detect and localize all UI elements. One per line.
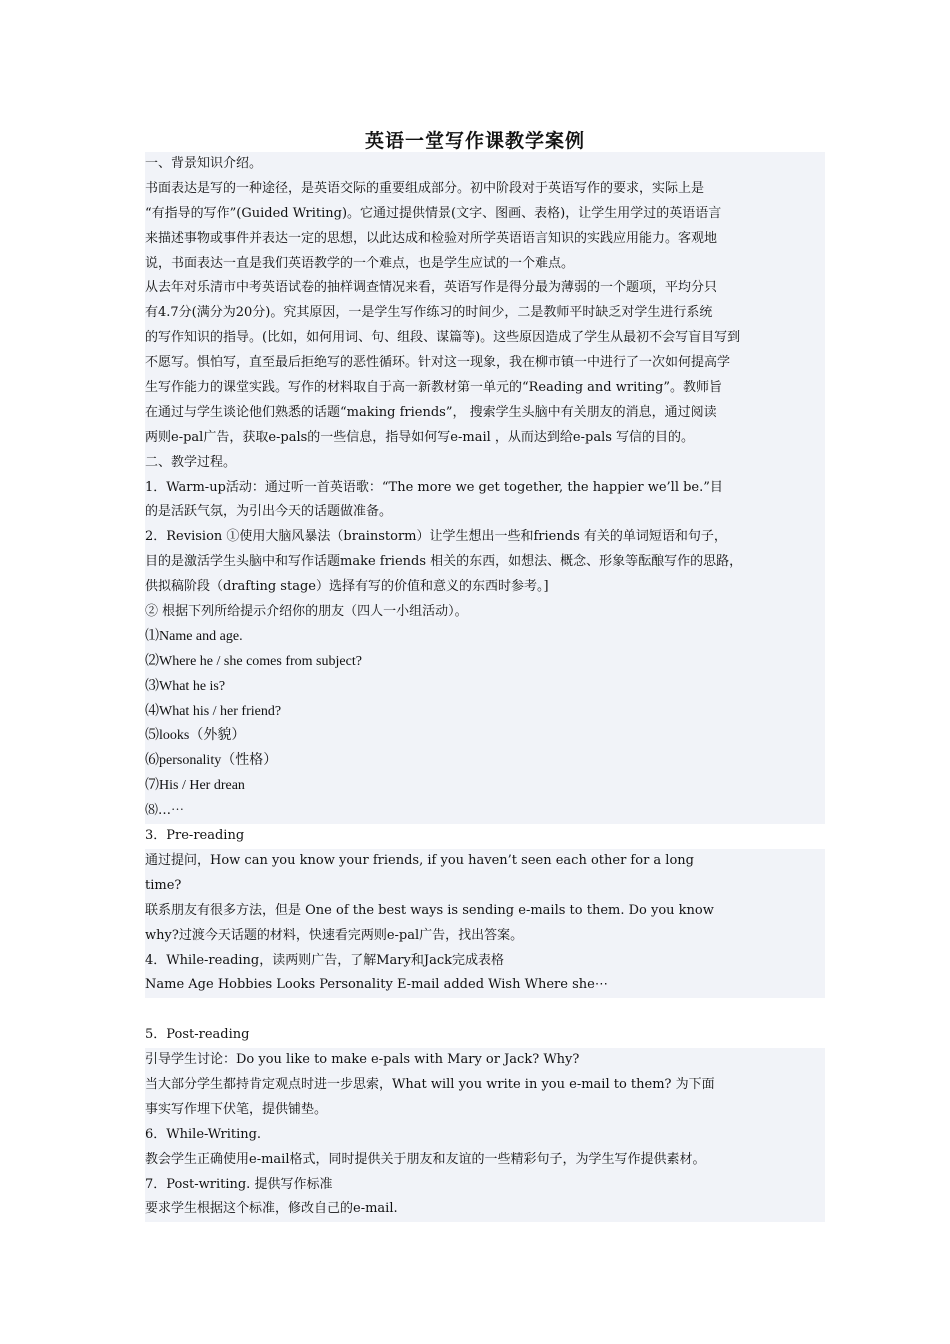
step-heading: 7．Post-writing. 提供写作标准 — [145, 1173, 825, 1198]
paragraph-line: 教会学生正确使用e-mail格式，同时提供关于朋友和友谊的一些精彩句子，为学生写作提供素材。 — [145, 1148, 825, 1173]
section-heading-background: 一、背景知识介绍。 — [145, 152, 825, 177]
list-item: ⑺His / Her drean — [145, 774, 825, 799]
paragraph-line: 供拟稿阶段（drafting stage）选择有写的价值和意义的东西时参考。] — [145, 575, 825, 600]
paragraph-line: 说，书面表达一直是我们英语教学的一个难点，也是学生应试的一个难点。 — [145, 252, 825, 277]
paragraph-line: time? — [145, 874, 825, 899]
paragraph-line: 从去年对乐清市中考英语试卷的抽样调查情况来看，英语写作是得分最为薄弱的一个题项，平均分只 — [145, 276, 825, 301]
paragraph-line: 的是活跃气氛，为引出今天的话题做准备。 — [145, 500, 825, 525]
paragraph-line: 要求学生根据这个标准，修改自己的e-mail. — [145, 1197, 825, 1222]
paragraph-line: 引导学生讨论：Do you like to make e-pals with Mary or Jack? Why? — [145, 1048, 825, 1073]
paragraph-line: 4．While-reading，读两则广告，了解Mary和Jack完成表格 — [145, 949, 825, 974]
list-item: ⑴Name and age. — [145, 625, 825, 650]
list-item: ⑻…⋯ — [145, 799, 825, 824]
document-body — [145, 152, 825, 1222]
paragraph-line: 当大部分学生都持肯定观点时进一步思索，What will you write in you e-mail to them? 为下面 — [145, 1073, 825, 1098]
paragraph-line: 两则e-pal广告，获取e-pals的一些信息，指导如何写e-mail ，从而达到给e-pals 写信的目的。 — [145, 426, 825, 451]
paragraph-line: ② 根据下列所给提示介绍你的朋友（四人一小组活动）。 — [145, 600, 825, 625]
paragraph-line: 联系朋友有很多方法，但是 One of the best ways is sending e-mails to them. Do you know — [145, 899, 825, 924]
step-heading: 3．Pre-reading — [145, 828, 245, 844]
paragraph-line: 的写作知识的指导。(比如，如何用词、句、组段、谋篇等)。这些原因造成了学生从最初不会写盲目写到 — [145, 326, 825, 351]
paragraph-line: 有4.7分(满分为20分)。究其原因，一是学生写作练习的时间少，二是教师平时缺乏对学生进行系统 — [145, 301, 825, 326]
list-item: ⑷What his / her friend? — [145, 700, 825, 725]
list-item: ⑶What he is? — [145, 675, 825, 700]
paragraph-line: “有指导的写作”(Guided Writing)。它通过提供情景(文字、图画、表格)，让学生用学过的英语语言 — [145, 202, 825, 227]
paragraph-line: 1．Warm-up活动：通过听一首英语歌：“The more we get together, the happier we’ll be.”目 — [145, 476, 825, 501]
paragraph-line: 生写作能力的课堂实践。写作的材料取自于高一新教材第一单元的“Reading and writing”。教师旨 — [145, 376, 825, 401]
paragraph-line: 来描述事物或事件并表达一定的思想，以此达成和检验对所学英语语言知识的实践应用能力。客观地 — [145, 227, 825, 252]
list-item: ⑵Where he / she comes from subject? — [145, 650, 825, 675]
blank-line — [145, 998, 825, 1023]
paragraph-line: 事实写作埋下伏笔，提供铺垫。 — [145, 1098, 825, 1123]
list-item: ⑸looks（外貌） — [145, 724, 825, 749]
paragraph-line: 通过提问，How can you know your friends, if you haven’t seen each other for a long — [145, 849, 825, 874]
table-header-line: Name Age Hobbies Looks Personality E-mail added Wish Where she⋯ — [145, 973, 825, 998]
paragraph-line: why?过渡今天话题的材料，快速看完两则e-pal广告，找出答案。 — [145, 924, 825, 949]
step-heading: 6．While-Writing. — [145, 1123, 825, 1148]
step-heading: 5．Post-reading — [145, 1027, 250, 1043]
paragraph-line: 在通过与学生谈论他们熟悉的话题“making friends”， 搜索学生头脑中有关朋友的消息，通过阅读 — [145, 401, 825, 426]
paragraph-line: 目的是激活学生头脑中和写作话题make friends 相关的东西，如想法、概念、形象等酝酿写作的思路， — [145, 550, 825, 575]
section-heading-process: 二、教学过程。 — [145, 451, 825, 476]
document-title: 英语一堂写作课教学案例 — [364, 130, 585, 152]
paragraph-line: 2．Revision ①使用大脑风暴法（brainstorm）让学生想出一些和friends 有关的单词短语和句子， — [145, 525, 825, 550]
paragraph-line: 书面表达是写的一种途径，是英语交际的重要组成部分。初中阶段对于英语写作的要求，实际上是 — [145, 177, 825, 202]
paragraph-line: 不愿写。惧怕写，直至最后拒绝写的恶性循环。针对这一现象，我在柳市镇一中进行了一次如何提高学 — [145, 351, 825, 376]
list-item: ⑹personality（性格） — [145, 749, 825, 774]
